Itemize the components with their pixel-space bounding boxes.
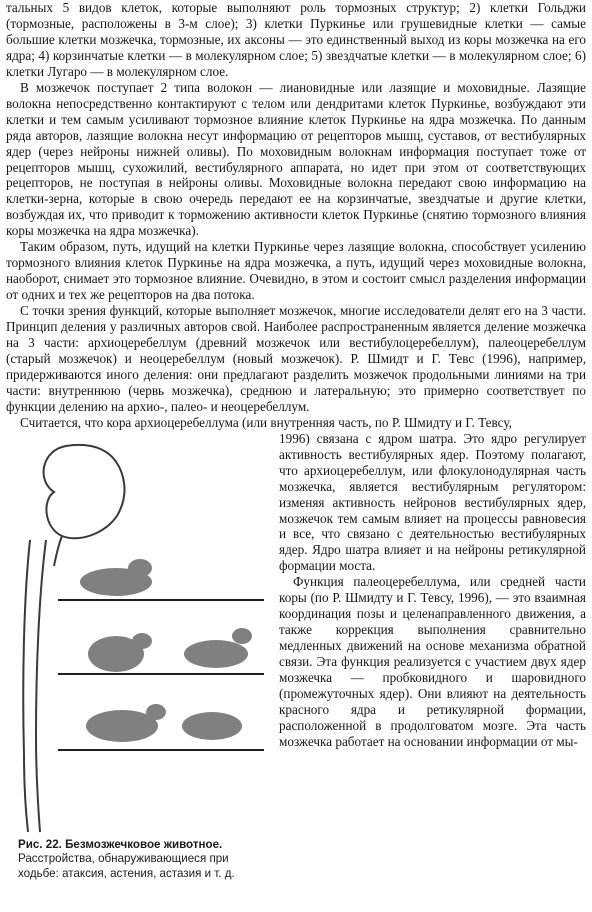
figure-caption <box>18 838 264 882</box>
figure-illustration <box>2 436 264 836</box>
paragraph-division: С точки зрения функций, которые выполняет мозжечок, многие исследователи делят его на 3 части. Принцип деления у различных авторов свой. Наиболее распространенным является деление мозжечка на 3 части: архиоцеребеллум (древний мозжечок или вестибулоцеребеллум), палеоцеребеллум (старый мозжечок) и неоцеребеллум (новый мозжечок). Р. Шмидт и Г. Тевс (1996), например, придерживаются иного деления: они предлагают разделить мозжечок продольными линиями на три части: внутреннюю (червь мозжечка), среднюю и латеральную; это примерно соответствует по функции делению на архио-, палео- и неоцеребеллум. <box>6 303 586 414</box>
paragraph-pathways: Таким образом, путь, идущий на клетки Пуркинье через лазящие волокна, способствует усилению тормозного влияния клеток Пуркинье на ядра мозжечка, а путь, идущий через моховидные волокна, наоборот, снимает это тормозное влияние. Очевидно, в этом и состоит смысл разделения информации от одних и тех же рецепторов на два потока. <box>6 239 586 303</box>
figure-description: Расстройства, обнаруживающиеся при ходьбе: атаксия, астения, астазия и т. д. <box>18 852 235 880</box>
paragraph-archicerebellum-intro: Считается, что кора архиоцеребеллума (или внутренняя часть, по Р. Шмидту и Г. Тевсу, <box>20 414 512 430</box>
paragraph-cell-types: тальных 5 видов клеток, которые выполняют роль тормозных структур; 2) клетки Гольджи (тормозные, расположены в 3-м слое); 3) клетки Пуркинье или грушевидные клетки — самые большие клетки мозжечка, тормозные, их аксоны — это единственный выход из коры мозжечка на его ядра; 4) корзинчатые клетки — в молекулярном слое; 5) звездчатые клетки — в молекулярном слое; 6) клетки Лугаро — в молекулярном слое. <box>6 0 586 79</box>
figure-title: Рис. 22. Безмозжечковое животное. <box>18 837 223 851</box>
paragraph-archicerebellum-cont: 1996) связана с ядром шатра. Это ядро регулирует активность вестибулярных ядер. Поэтому полагают, что архиоцеребеллум, или флокулонодулярная часть мозжечка, является вестибулярным регулятором: изменяя активность нейронов вестибулярных ядер, мозжечок тем самым влияет на процессы равновесия и все, что связано с деятельностью вестибулярных ядер. Ядро шатра влияет и на нейроны ретикулярной формации моста. <box>279 430 586 574</box>
page-text-column <box>6 0 586 912</box>
paragraph-fiber-types: В мозжечок поступает 2 типа волокон — лиановидные или лазящие и моховидные. Лазящие волокна непосредственно контактируют с телом или дендритами клеток Пуркинье, возбуждают эти клетки и тем самым усиливают тормозное влияние клеток Пуркинье на ядра мозжечка. По данным ряда авторов, лазящие волокна несут информацию от рецепторов мышц, суставов, от вестибулярных ядер (через нейроны нижней оливы). По моховидным волокнам информация поступает тоже от рецепторов мышц, сухожилий, вестибулярного аппарата, но идет при этом от соответствующих рецепторов, не поступая в нейроны оливы. Моховидные волокна передают свою информацию на клетки-зерна, которые в свою очередь передают ее на корзинчатые, звездчатые и другие клетки, возбуждая их, что приводит к торможению активности клеток Пуркинье (снятию тормозного влияния коры мозжечка на ядра мозжечка). <box>6 79 586 239</box>
figure-decerebellate-animal <box>0 436 267 912</box>
paragraph-paleocerebellum: Функция палеоцеребеллума, или средней части коры (по Р. Шмидту и Г. Тевсу, 1996), — это взаимная координация позы и целенаправленного движения, а также коррекция выполнения сравнительно медленных движений на основе механизма обратной связи. Эта функция реализуется с участием двух ядер мозжечка — пробковидного и шаровидного (промежуточных ядер). Они влияют на деятельность красного ядра и ретикулярной формации, расположенной в продолговатом мозге. Эта часть мозжечка работает на основании информации от мы- <box>279 574 586 749</box>
